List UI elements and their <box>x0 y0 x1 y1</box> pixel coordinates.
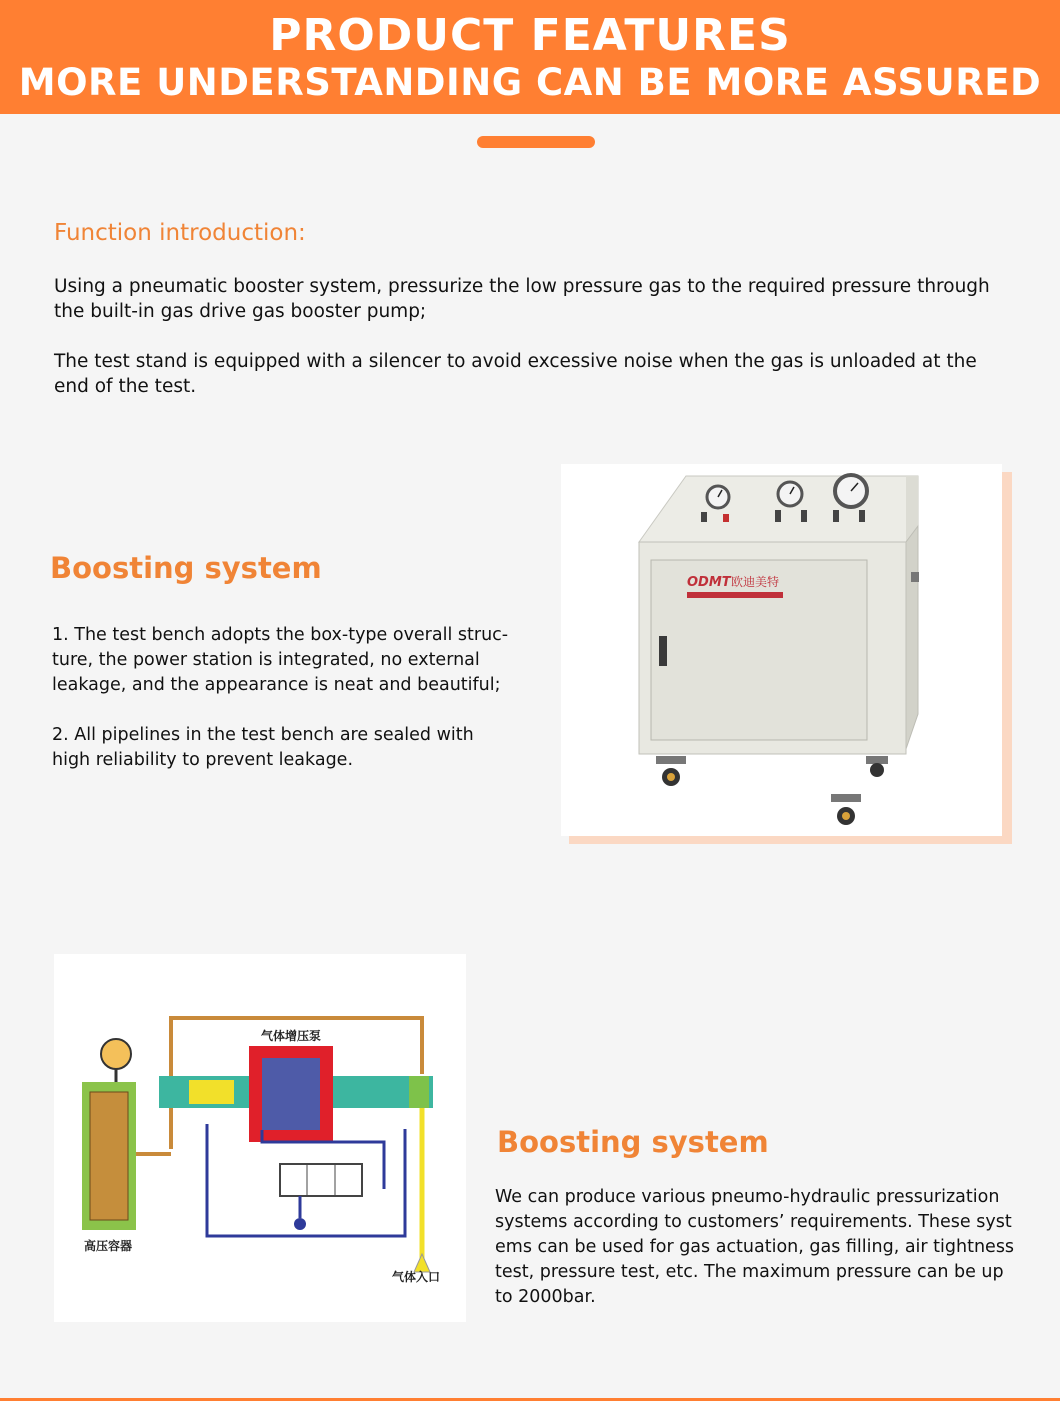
svg-text:ODMT: ODMT <box>687 575 731 590</box>
accent-divider <box>477 136 595 148</box>
svg-text:欧迪美特: 欧迪美特 <box>731 575 780 589</box>
banner-title: PRODUCT FEATURES <box>269 10 791 61</box>
boosting-system-description: We can produce various pneumo-hydraulic pressurization systems according to customers’ requirements. These syst ems can be used for gas actuation, gas filling, air tightness test, pressure test, etc. The maximum pressure can be up to 2000bar. <box>495 1187 1015 1307</box>
boosting-system-heading-2: Boosting system <box>497 1125 769 1159</box>
test-bench-cabinet-image <box>561 464 1002 836</box>
pump-label: 气体增压泵 <box>261 1029 322 1043</box>
boosting-item-1: 1. The test bench adopts the box-type overall struc-ture, the power station is integrated, no external leakage, and the appearance is neat and beautiful; <box>52 625 509 695</box>
banner-subtitle: MORE UNDERSTANDING CAN BE MORE ASSURED <box>18 61 1042 104</box>
product-photo <box>561 464 1002 836</box>
booster-schematic-image <box>54 954 466 1322</box>
pneumatic-diagram <box>54 954 466 1322</box>
inlet-label: 气体入口 <box>392 1270 441 1284</box>
function-intro-heading: Function introduction: <box>54 220 306 246</box>
caster-wheel-icons <box>656 756 888 825</box>
brand-label <box>687 574 783 598</box>
boosting-item-2: 2. All pipelines in the test bench are sealed with high reliability to prevent leakage. <box>52 725 474 770</box>
header-banner <box>0 0 1060 114</box>
boosting-system-heading-1: Boosting system <box>50 551 322 585</box>
vessel-label: 高压容器 <box>84 1239 133 1253</box>
function-intro-paragraph-2: The test stand is equipped with a silencer to avoid excessive noise when the gas is unloaded at the end of the test. <box>54 351 977 397</box>
function-intro-paragraph-1: Using a pneumatic booster system, pressurize the low pressure gas to the required pressure through the built-in gas drive gas booster pump; <box>54 276 990 322</box>
